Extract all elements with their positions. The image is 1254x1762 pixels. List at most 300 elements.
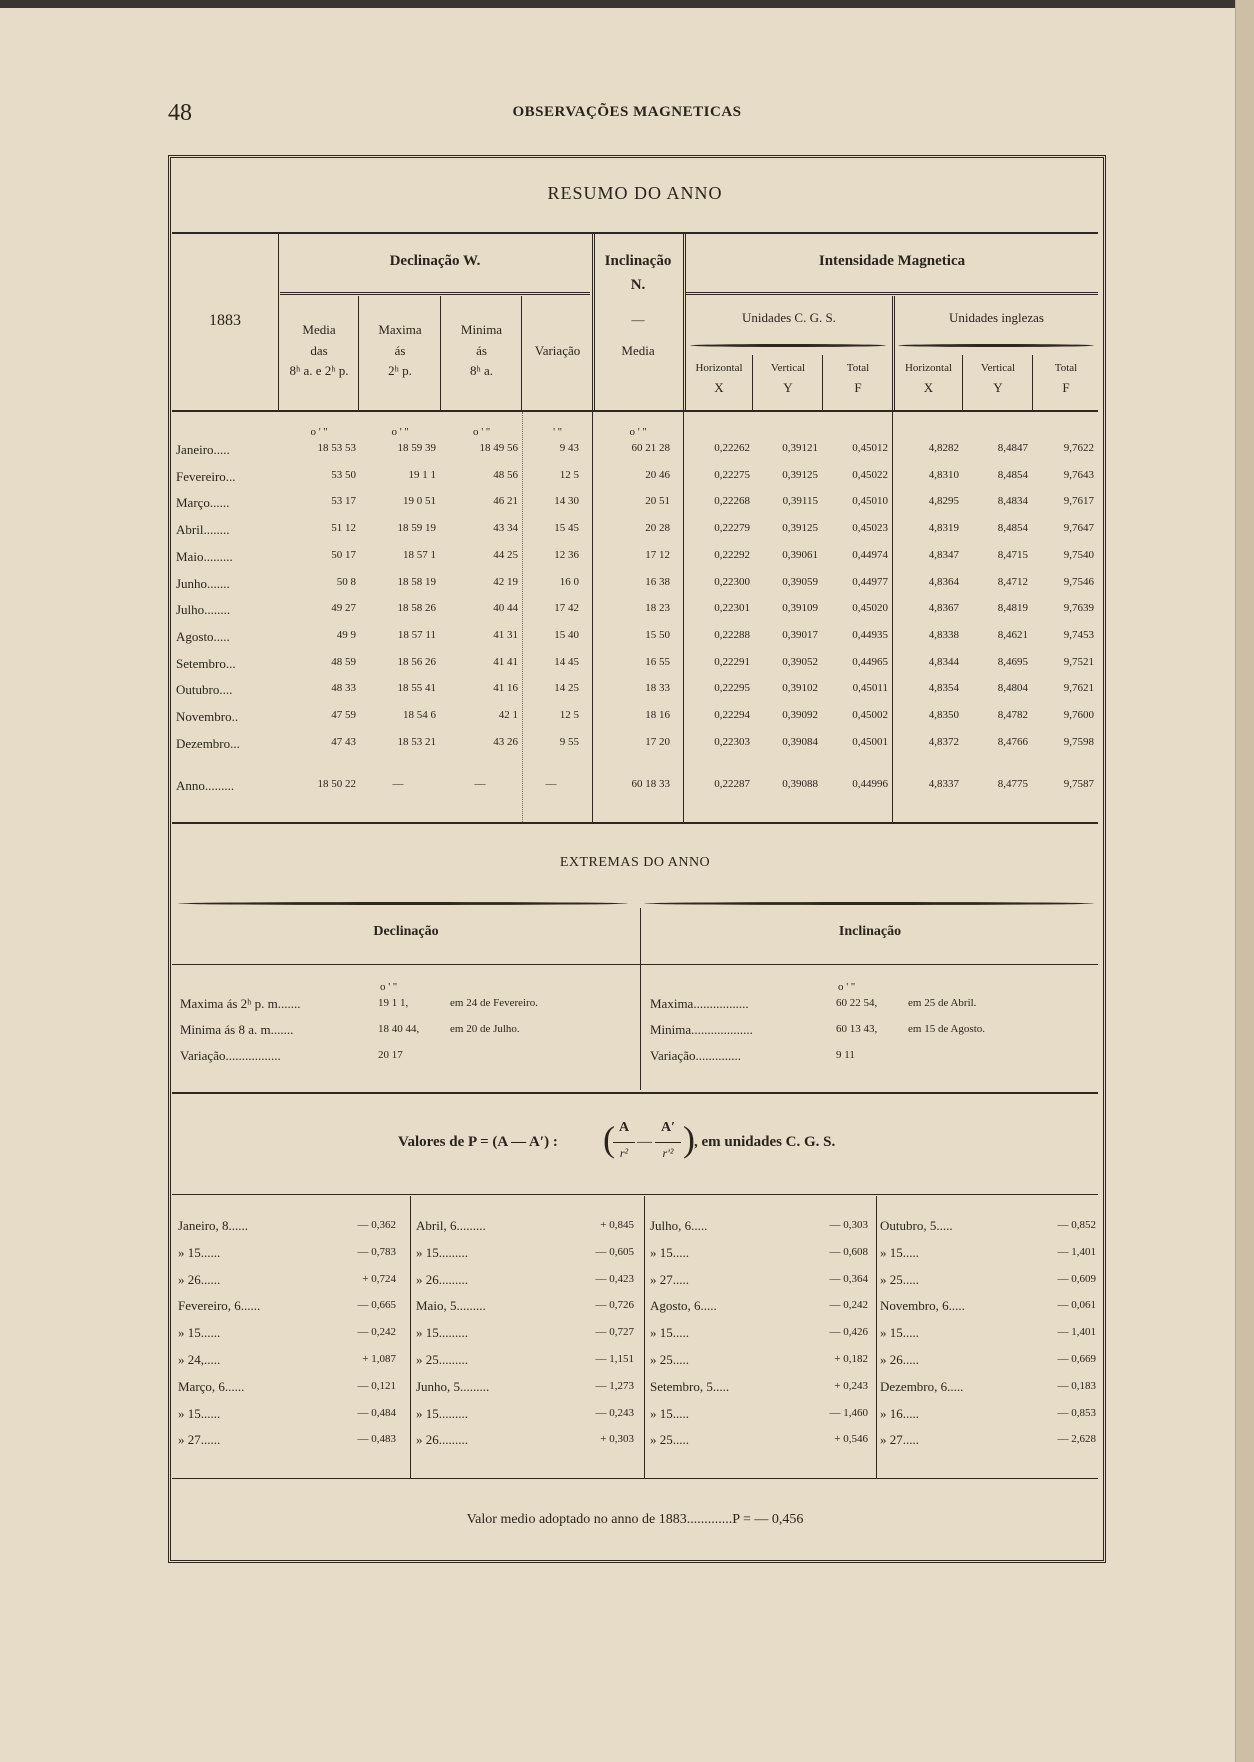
valores-value: — 2,628 — [1057, 1433, 1096, 1446]
valores-value: — 0,609 — [1057, 1272, 1096, 1285]
month-label: Novembro.. — [176, 709, 239, 724]
extremas-swoosh-left — [178, 902, 628, 905]
table-cell: 0,22294 — [714, 709, 750, 721]
ing-horizontal: Horizontal — [904, 362, 953, 374]
table-cell: 4,8319 — [928, 522, 959, 535]
table-cell: 4,8338 — [928, 628, 959, 641]
valores-date: » 15......... — [416, 1244, 468, 1260]
table-cell: 8,4621 — [997, 628, 1028, 641]
valores-date: » 16..... — [880, 1405, 919, 1421]
table-cell: 51 12 — [331, 522, 356, 535]
header-divider-media — [358, 296, 359, 410]
table-cell: 8,4854 — [997, 522, 1028, 535]
table-cell: 8,4715 — [997, 548, 1028, 561]
table-cell: 4,8354 — [928, 682, 959, 695]
table-cell: 42 1 — [498, 709, 518, 721]
valores-date: Fevereiro, 6...... — [178, 1298, 261, 1314]
table-cell: 49 9 — [336, 628, 356, 641]
table-cell: 18 58 19 — [397, 575, 436, 588]
table-cell: 9,7600 — [1063, 709, 1094, 721]
anno-cell: 4,8337 — [928, 778, 959, 790]
table-cell: 8,4854 — [997, 468, 1028, 481]
table-cell: 12 36 — [554, 548, 579, 561]
extrema-incl-date: em 15 de Agosto. — [908, 1023, 985, 1035]
extrema-decl-value: 20 17 — [378, 1049, 403, 1061]
valores-date: » 26...... — [178, 1271, 221, 1287]
table-cell: 0,39061 — [782, 548, 818, 561]
valores-date: » 26..... — [880, 1352, 919, 1367]
frac-minus: — — [637, 1134, 652, 1150]
valores-value: — 0,362 — [357, 1219, 396, 1231]
valores-date: » 15......... — [416, 1405, 468, 1421]
valores-date: » 15...... — [178, 1244, 221, 1260]
extremas-title: EXTREMAS DO ANNO — [559, 855, 711, 870]
unit-variacao: ' '' — [553, 426, 562, 438]
valores-paren-close: ) — [683, 1119, 695, 1159]
table-cell: 0,39125 — [782, 522, 818, 535]
valores-value: — 0,183 — [1057, 1379, 1096, 1392]
valores-date: » 15..... — [650, 1244, 689, 1260]
table-cell: 48 56 — [493, 468, 518, 481]
month-label: Junho....... — [176, 575, 230, 591]
table-cell: 14 25 — [554, 682, 579, 695]
maxima-l3: 2ʰ p. — [388, 363, 412, 378]
table-cell: 0,22301 — [714, 602, 750, 615]
valor-medio-footer: Valor medio adoptado no anno de 1883.............P = — 0,456 — [466, 1512, 804, 1527]
header-divider-v2 — [1032, 355, 1033, 410]
extrema-incl-label: Minima................... — [650, 1022, 753, 1037]
extrema-decl-date: em 20 de Julho. — [450, 1023, 520, 1035]
table-cell: 0,22295 — [714, 682, 750, 695]
valores-date: » 15..... — [880, 1325, 919, 1341]
table-cell: 0,22279 — [714, 522, 750, 535]
table-cell: 0,39052 — [782, 655, 818, 668]
frac1-num: A — [618, 1120, 630, 1135]
valores-date: » 15...... — [178, 1405, 221, 1421]
valores-value: — 0,484 — [357, 1406, 396, 1419]
valores-value: — 1,460 — [829, 1406, 868, 1419]
table-cell: 19 1 1 — [408, 468, 436, 481]
table-cell: 9,7647 — [1063, 522, 1094, 535]
valores-date: » 27..... — [650, 1271, 689, 1287]
table-cell: 0,39059 — [782, 575, 818, 588]
table-cell: 14 30 — [554, 495, 579, 508]
table-cell: 8,4819 — [997, 602, 1028, 615]
valores-value: — 0,853 — [1057, 1406, 1096, 1419]
valores-date: Janeiro, 8...... — [178, 1218, 249, 1233]
table-cell: 0,39125 — [782, 468, 818, 481]
valores-date: Outubro, 5..... — [880, 1218, 953, 1233]
valores-value: + 1,087 — [362, 1353, 396, 1365]
anno-cell: 18 50 22 — [317, 778, 356, 790]
table-cell: 0,22291 — [714, 655, 750, 668]
resumo-title: RESUMO DO ANNO — [547, 183, 723, 203]
table-cell: 9 43 — [559, 442, 579, 454]
valores-value: — 0,303 — [829, 1219, 868, 1231]
month-label: Dezembro... — [176, 735, 240, 751]
table-cell: 49 27 — [331, 602, 356, 615]
table-cell: 43 34 — [493, 522, 518, 535]
table-cell: 41 41 — [493, 655, 518, 668]
table-cell: 47 59 — [331, 709, 356, 721]
rule-above-extremas — [172, 822, 1098, 824]
frac2-den: r′² — [662, 1146, 674, 1160]
month-label: Fevereiro... — [176, 468, 236, 484]
table-cell: 9,7540 — [1063, 548, 1094, 561]
month-label: Agosto..... — [176, 628, 230, 644]
valores-value: — 0,121 — [357, 1379, 396, 1392]
valores-date: » 15..... — [880, 1244, 919, 1260]
table-cell: 0,45002 — [852, 709, 888, 721]
valores-value: + 0,243 — [834, 1379, 868, 1392]
valores-date: Maio, 5......... — [416, 1298, 486, 1314]
header-bottom-rule — [172, 410, 1098, 412]
table-cell: 17 12 — [645, 548, 670, 561]
valores-title-suffix: , em unidades C. G. S. — [694, 1134, 836, 1150]
cgs-swoosh — [690, 344, 886, 347]
anno-cell: 9,7587 — [1063, 778, 1094, 790]
table-cell: 4,8282 — [928, 442, 959, 454]
ing-y: Y — [993, 380, 1003, 395]
page-number: 48 — [168, 100, 192, 126]
valores-title-prefix: Valores de P = (A — A′) : — [398, 1134, 558, 1150]
table-cell: 20 28 — [645, 522, 670, 535]
ing-x: X — [923, 380, 934, 395]
valores-date: » 27..... — [880, 1432, 919, 1448]
table-cell: 0,39115 — [782, 495, 818, 508]
minima-l2: ás — [476, 343, 487, 358]
table-cell: 0,45001 — [852, 735, 888, 748]
anno-label: Anno......... — [176, 778, 235, 793]
table-cell: 41 31 — [493, 628, 518, 641]
extrema-decl-value: 19 1 1, — [378, 997, 409, 1009]
minima-l1: Minima — [460, 322, 503, 337]
anno-cell: — — [545, 778, 557, 790]
media-l2: das — [310, 343, 328, 358]
table-cell: 15 50 — [645, 628, 670, 641]
page-binding-edge — [1235, 0, 1254, 1762]
frac2-bar — [655, 1142, 681, 1143]
valores-date: Julho, 6..... — [650, 1218, 708, 1233]
table-cell: 18 54 6 — [403, 709, 436, 721]
valores-value: + 0,303 — [600, 1433, 634, 1446]
table-cell: 14 45 — [554, 655, 579, 668]
minima-l3: 8ʰ a. — [470, 363, 493, 378]
valores-date: » 25..... — [650, 1432, 689, 1448]
valores-date: Novembro, 6..... — [880, 1298, 965, 1314]
valores-divider-2 — [644, 1196, 645, 1478]
frac1-bar — [613, 1142, 635, 1143]
table-cell: 4,8344 — [928, 655, 959, 668]
table-cell: 50 8 — [336, 575, 356, 588]
variacao-header: Variação — [534, 343, 581, 358]
rule-under-resumo-title — [172, 232, 1098, 234]
table-cell: 17 42 — [554, 602, 579, 615]
valores-value: — 0,423 — [595, 1272, 634, 1285]
valores-value: + 0,182 — [834, 1353, 868, 1365]
table-cell: 0,22268 — [714, 495, 750, 508]
table-cell: 12 5 — [559, 709, 579, 721]
table-cell: 46 21 — [493, 495, 518, 508]
table-cell: 18 59 19 — [397, 522, 436, 535]
table-cell: 18 57 11 — [397, 628, 436, 641]
table-cell: 18 49 56 — [479, 442, 518, 454]
month-label: Abril........ — [176, 522, 230, 538]
cgs-f: F — [854, 380, 862, 395]
table-cell: 0,22288 — [714, 628, 750, 641]
table-cell: 4,8364 — [928, 575, 959, 588]
valores-divider-1 — [410, 1196, 411, 1478]
extrema-decl-date: em 24 de Fevereiro. — [450, 997, 538, 1009]
valores-value: — 0,783 — [357, 1245, 396, 1258]
table-cell: 0,45020 — [852, 602, 888, 615]
table-cell: 43 26 — [493, 735, 518, 748]
table-cell: 9,7617 — [1063, 495, 1094, 508]
table-cell: 19 0 51 — [403, 495, 436, 508]
valores-value: — 0,852 — [1057, 1219, 1096, 1231]
media-l3: 8ʰ a. e 2ʰ p. — [289, 363, 349, 378]
year-header: 1883 — [209, 312, 241, 329]
table-cell: 18 59 39 — [397, 442, 436, 454]
header-rule-int — [686, 292, 1098, 295]
valores-date: Setembro, 5..... — [650, 1378, 730, 1394]
extrema-decl-value: 18 40 44, — [378, 1023, 420, 1035]
maxima-l2: ás — [394, 343, 406, 358]
table-cell: 9,7622 — [1063, 442, 1094, 454]
header-divider-minima — [521, 296, 522, 410]
valores-divider-3 — [876, 1196, 877, 1478]
valores-date: » 15...... — [178, 1325, 221, 1341]
ing-vertical: Vertical — [980, 362, 1016, 374]
month-label: Setembro... — [176, 655, 236, 671]
body-divider-decl — [592, 412, 593, 822]
header-divider-h2 — [962, 355, 963, 410]
valores-date: » 25......... — [416, 1352, 468, 1367]
valores-value: — 0,727 — [595, 1326, 634, 1339]
table-cell: 18 33 — [645, 682, 670, 695]
valores-value: — 0,726 — [595, 1299, 634, 1312]
valores-header-rule — [172, 1194, 1098, 1195]
valores-date: Março, 6...... — [178, 1378, 245, 1394]
valores-date: Abril, 6......... — [416, 1218, 486, 1233]
maxima-l1: Maxima — [378, 322, 422, 337]
table-cell: 9,7521 — [1063, 655, 1094, 668]
month-label: Outubro.... — [176, 682, 233, 698]
body-divider-incl — [683, 412, 684, 822]
table-cell: 0,22303 — [714, 735, 750, 748]
table-cell: 18 56 26 — [397, 655, 436, 668]
inclinacao-n: N. — [630, 277, 646, 293]
valores-value: + 0,724 — [362, 1272, 396, 1285]
table-cell: 0,22292 — [714, 548, 750, 561]
table-cell: 8,4712 — [997, 575, 1028, 588]
table-cell: 8,4782 — [997, 709, 1028, 721]
valores-value: — 0,061 — [1057, 1299, 1096, 1312]
header-divider-maxima — [440, 296, 441, 410]
extremas-incl-unit: o ' '' — [838, 981, 855, 993]
table-cell: 20 46 — [645, 468, 670, 481]
extrema-decl-label: Maxima ás 2ʰ p. m....... — [180, 996, 301, 1011]
table-cell: 0,45011 — [852, 682, 888, 695]
valores-date: » 26......... — [416, 1432, 468, 1448]
table-cell: 0,45012 — [852, 442, 888, 454]
table-cell: 16 38 — [645, 575, 670, 588]
table-cell: 50 17 — [331, 548, 356, 561]
valores-value: — 0,243 — [595, 1406, 634, 1419]
table-cell: 9,7453 — [1063, 628, 1094, 641]
table-cell: 18 58 26 — [397, 602, 436, 615]
valores-value: — 1,401 — [1057, 1245, 1096, 1258]
header-divider-v — [822, 355, 823, 410]
table-cell: 8,4766 — [997, 735, 1028, 748]
valores-date: Agosto, 6..... — [650, 1298, 717, 1314]
valores-date: » 25..... — [880, 1271, 919, 1287]
unit-incl: o ' '' — [629, 426, 647, 438]
table-cell: 40 44 — [493, 602, 518, 615]
body-divider-cgs — [892, 412, 893, 822]
unit-minima: o ' '' — [473, 426, 490, 438]
inglezas-swoosh — [898, 344, 1094, 347]
extremas-swoosh-right — [644, 902, 1094, 905]
table-cell: 15 45 — [554, 522, 579, 535]
valores-date: » 15..... — [650, 1325, 689, 1341]
table-cell: 4,8367 — [928, 602, 959, 615]
table-cell: 15 40 — [554, 628, 579, 641]
valores-date: » 26......... — [416, 1271, 468, 1287]
extremas-inclinacao-header: Inclinação — [838, 924, 902, 939]
table-cell: 18 55 41 — [397, 682, 436, 695]
table-cell: 8,4695 — [997, 655, 1028, 668]
valores-value: — 0,605 — [595, 1245, 634, 1258]
cgs-vertical: Vertical — [770, 362, 806, 374]
table-cell: 18 57 1 — [403, 548, 436, 561]
anno-cell: — — [474, 778, 486, 790]
table-cell: 8,4847 — [997, 442, 1028, 454]
table-cell: 44 25 — [493, 548, 518, 561]
valores-date: » 15......... — [416, 1325, 468, 1341]
valores-date: Junho, 5......... — [416, 1378, 490, 1394]
header-divider-h — [752, 355, 753, 410]
intensidade-header: Intensidade Magnetica — [818, 253, 966, 269]
table-cell: 0,39084 — [782, 735, 818, 748]
valores-value: — 1,151 — [595, 1353, 634, 1365]
table-cell: 0,39121 — [782, 442, 818, 454]
inglezas-header: Unidades inglezas — [949, 310, 1044, 325]
rule-above-valores — [172, 1092, 1098, 1094]
valores-value: — 1,273 — [595, 1379, 634, 1392]
table-cell: 0,44965 — [852, 655, 888, 668]
table-cell: 4,8310 — [928, 468, 959, 481]
anno-cell: 0,22287 — [714, 778, 750, 790]
table-cell: 9,7639 — [1063, 602, 1094, 615]
declinacao-header: Declinação W. — [389, 253, 481, 269]
ing-total: Total — [1054, 362, 1078, 374]
cgs-y: Y — [783, 380, 793, 395]
unit-maxima: o ' '' — [391, 426, 409, 438]
table-cell: 0,44974 — [852, 548, 888, 561]
table-cell: 4,8295 — [928, 495, 959, 508]
table-cell: 53 17 — [331, 495, 356, 508]
frac1-den: r² — [619, 1146, 629, 1160]
valores-date: » 24,..... — [178, 1352, 221, 1367]
table-cell: 8,4834 — [997, 495, 1028, 508]
inclinacao-header: Inclinação — [604, 253, 672, 269]
table-cell: 18 16 — [645, 709, 670, 721]
anno-cell: — — [392, 778, 404, 790]
anno-cell: 0,44996 — [852, 778, 888, 790]
extremas-header-rule — [172, 964, 1098, 965]
table-cell: 0,39109 — [782, 602, 818, 615]
page-top-edge — [0, 0, 1254, 8]
table-cell: 9,7546 — [1063, 575, 1094, 588]
extremas-divider — [640, 908, 641, 1090]
valores-value: — 0,364 — [829, 1272, 868, 1285]
table-cell: 16 0 — [559, 575, 579, 588]
table-cell: 0,22262 — [714, 442, 750, 454]
table-cell: 0,44935 — [852, 628, 888, 641]
table-cell: 18 23 — [645, 602, 670, 615]
valores-date: » 25..... — [650, 1352, 689, 1367]
extrema-incl-label: Variação.............. — [650, 1048, 741, 1063]
table-cell: 0,22300 — [714, 575, 750, 588]
inclinacao-dash: — — [631, 312, 645, 327]
valores-value: — 0,426 — [829, 1326, 868, 1339]
table-cell: 0,45010 — [852, 495, 888, 508]
anno-cell: 0,39088 — [782, 778, 818, 790]
table-cell: 48 59 — [331, 655, 356, 668]
running-head: OBSERVAÇÕES MAGNETICAS — [512, 104, 742, 120]
valores-value: — 0,669 — [1057, 1353, 1096, 1365]
table-cell: 4,8372 — [928, 735, 959, 748]
cgs-horizontal: Horizontal — [695, 362, 743, 374]
valores-value: — 0,242 — [829, 1299, 868, 1312]
media-l1: Media — [302, 322, 336, 337]
incl-media-header: Media — [621, 343, 655, 358]
table-cell: 0,39092 — [782, 709, 818, 721]
table-cell: 0,45023 — [852, 522, 888, 535]
extrema-incl-value: 60 13 43, — [836, 1023, 878, 1035]
extrema-incl-date: em 25 de Abril. — [908, 997, 977, 1009]
table-cell: 42 19 — [493, 575, 518, 588]
table-cell: 4,8347 — [928, 548, 959, 561]
table-cell: 4,8350 — [928, 709, 959, 721]
table-cell: 48 33 — [331, 682, 356, 695]
table-cell: 53 50 — [331, 468, 356, 481]
table-cell: 9,7598 — [1063, 735, 1094, 748]
valores-date: » 27...... — [178, 1432, 221, 1448]
table-cell: 9,7621 — [1063, 682, 1094, 695]
valores-date: » 15..... — [650, 1405, 689, 1421]
extrema-decl-label: Minima ás 8 a. m....... — [180, 1022, 294, 1037]
frac2-num: A′ — [660, 1120, 676, 1135]
valores-value: — 0,483 — [357, 1433, 396, 1446]
table-cell: 16 55 — [645, 655, 670, 668]
table-cell: 17 20 — [645, 735, 670, 748]
cgs-total: Total — [846, 362, 870, 374]
valores-date: Dezembro, 6..... — [880, 1378, 964, 1394]
table-cell: 0,22275 — [714, 468, 750, 481]
valores-bottom-rule — [172, 1478, 1098, 1479]
table-cell: 18 53 21 — [397, 735, 436, 748]
month-label: Março...... — [176, 495, 230, 511]
table-cell: 18 53 53 — [317, 442, 356, 454]
extremas-declinacao-header: Declinação — [373, 924, 439, 939]
valores-value: — 0,608 — [829, 1245, 868, 1258]
month-label: Janeiro..... — [176, 442, 230, 457]
cgs-x: X — [714, 380, 724, 395]
valores-value: + 0,546 — [834, 1433, 868, 1446]
table-cell: 8,4804 — [997, 682, 1028, 695]
